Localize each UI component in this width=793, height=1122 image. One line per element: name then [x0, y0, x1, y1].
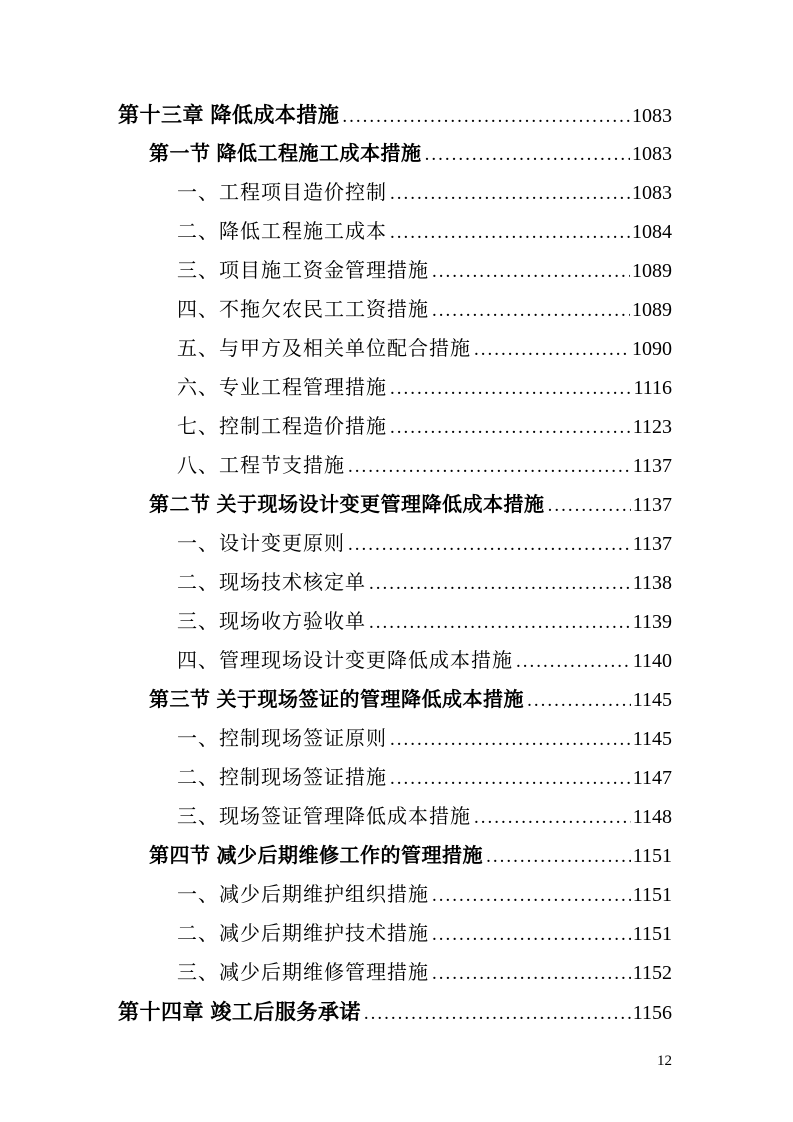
dot-leader — [432, 252, 630, 291]
dot-leader — [390, 213, 630, 252]
toc-entry-page: 1090 — [632, 338, 672, 360]
toc-entry — [118, 291, 672, 330]
dot-leader — [390, 408, 631, 447]
dot-leader — [390, 759, 631, 798]
toc-entry — [118, 915, 672, 954]
toc-entry-title: 二、现场技术核定单 — [177, 572, 366, 594]
dot-leader — [474, 330, 630, 369]
toc-entry-title: 三、减少后期维修管理措施 — [177, 962, 429, 984]
dot-leader — [486, 837, 631, 876]
toc-entry — [118, 252, 672, 291]
toc-entry — [118, 525, 672, 564]
dot-leader — [390, 720, 631, 759]
toc-entry-page: 1137 — [632, 494, 672, 516]
toc-entry-title: 二、控制现场签证措施 — [177, 767, 387, 789]
toc-entry — [118, 213, 672, 252]
toc-entry-page: 1156 — [632, 1002, 672, 1024]
toc-entry-page: 1123 — [632, 416, 672, 438]
dot-leader — [369, 603, 631, 642]
toc-entry — [118, 837, 672, 876]
toc-entry — [118, 603, 672, 642]
dot-leader — [390, 369, 631, 408]
toc-entry-title: 第十四章 竣工后服务承诺 — [118, 1001, 361, 1024]
dot-leader — [474, 798, 631, 837]
toc-entry — [118, 408, 672, 447]
toc-entry — [118, 681, 672, 720]
toc-entry — [118, 759, 672, 798]
toc-entry-title: 一、减少后期维护组织措施 — [177, 884, 429, 906]
toc-entry-title: 四、管理现场设计变更降低成本措施 — [177, 650, 513, 672]
dot-leader — [348, 447, 631, 486]
toc-entry — [118, 564, 672, 603]
toc-entry-page: 1145 — [632, 728, 672, 750]
toc-entry — [118, 447, 672, 486]
dot-leader — [432, 915, 631, 954]
dot-leader — [432, 876, 631, 915]
dot-leader — [527, 681, 631, 720]
dot-leader — [348, 525, 631, 564]
toc-entry-page: 1139 — [632, 611, 672, 633]
toc-entry — [118, 993, 672, 1032]
toc-entry-title: 六、专业工程管理措施 — [177, 377, 387, 399]
dot-leader — [432, 291, 630, 330]
toc-entry-page: 1140 — [632, 650, 672, 672]
toc-entry — [118, 369, 672, 408]
toc-entry-page: 1151 — [632, 923, 672, 945]
toc-entry-title: 三、现场收方验收单 — [177, 611, 366, 633]
page-number: 12 — [657, 1053, 672, 1069]
dot-leader — [548, 486, 631, 525]
toc-entry-title: 七、控制工程造价措施 — [177, 416, 387, 438]
toc-entry — [118, 876, 672, 915]
toc-entry-page: 1089 — [632, 299, 672, 321]
toc-entry — [118, 486, 672, 525]
toc-entry — [118, 135, 672, 174]
dot-leader — [516, 642, 631, 681]
toc-entry-page: 1084 — [632, 221, 672, 243]
toc-entry — [118, 174, 672, 213]
dot-leader — [432, 954, 631, 993]
toc-entry-page: 1145 — [632, 689, 672, 711]
table-of-contents — [118, 96, 672, 1032]
toc-entry-title: 一、设计变更原则 — [177, 533, 345, 555]
toc-entry-title: 第一节 降低工程施工成本措施 — [149, 143, 422, 165]
toc-entry-title: 八、工程节支措施 — [177, 455, 345, 477]
toc-entry-title: 第十三章 降低成本措施 — [118, 104, 340, 127]
toc-entry-page: 1137 — [632, 455, 672, 477]
toc-entry-page: 1147 — [632, 767, 672, 789]
toc-entry-page: 1151 — [632, 845, 672, 867]
toc-entry-page: 1089 — [632, 260, 672, 282]
toc-entry-page: 1116 — [633, 377, 672, 399]
toc-entry-title: 五、与甲方及相关单位配合措施 — [177, 338, 471, 360]
toc-entry — [118, 96, 672, 135]
toc-entry-title: 一、控制现场签证原则 — [177, 728, 387, 750]
dot-leader — [425, 135, 630, 174]
toc-entry — [118, 798, 672, 837]
toc-entry-page: 1083 — [632, 143, 672, 165]
dot-leader — [342, 97, 630, 136]
toc-entry-page: 1148 — [632, 806, 672, 828]
toc-entry-title: 二、减少后期维护技术措施 — [177, 923, 429, 945]
toc-entry-title: 三、项目施工资金管理措施 — [177, 260, 429, 282]
toc-entry-title: 一、工程项目造价控制 — [177, 182, 387, 204]
toc-entry-title: 三、现场签证管理降低成本措施 — [177, 806, 471, 828]
dot-leader — [369, 564, 631, 603]
toc-entry — [118, 954, 672, 993]
toc-entry-title: 第四节 减少后期维修工作的管理措施 — [149, 845, 484, 867]
toc-entry-title: 二、降低工程施工成本 — [177, 221, 387, 243]
dot-leader — [390, 174, 630, 213]
toc-entry-page: 1138 — [632, 572, 672, 594]
toc-entry-page: 1151 — [632, 884, 672, 906]
toc-entry-page: 1083 — [632, 105, 672, 127]
toc-entry-page: 1137 — [632, 533, 672, 555]
toc-entry-page: 1083 — [632, 182, 672, 204]
toc-entry — [118, 642, 672, 681]
toc-entry-page: 1152 — [632, 962, 672, 984]
toc-entry — [118, 330, 672, 369]
toc-entry — [118, 720, 672, 759]
toc-entry-title: 第二节 关于现场设计变更管理降低成本措施 — [149, 494, 545, 516]
dot-leader — [364, 994, 631, 1033]
toc-entry-title: 四、不拖欠农民工工资措施 — [177, 299, 429, 321]
toc-entry-title: 第三节 关于现场签证的管理降低成本措施 — [149, 689, 525, 711]
